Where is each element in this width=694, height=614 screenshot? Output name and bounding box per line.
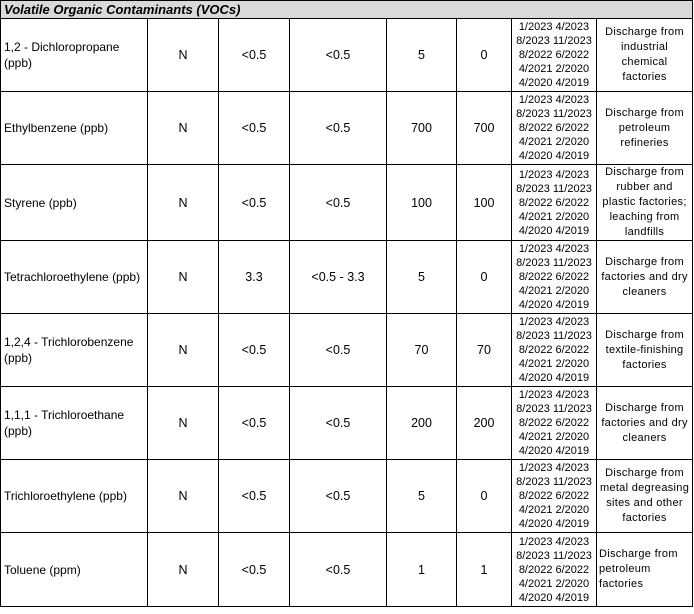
- contaminant-name: Styrene (ppb): [1, 165, 148, 241]
- sample-date-line: 1/2023 4/2023: [518, 168, 590, 181]
- likely-source-cell: Discharge from factories and dry cleaners: [597, 241, 693, 314]
- sample-date-line: 4/2020 4/2019: [518, 591, 590, 604]
- likely-source-cell: Discharge from rubber and plastic factories; leaching from landfills: [597, 165, 693, 241]
- sample-dates-cell: [512, 19, 597, 92]
- contaminant-name: 1,2 - Dichloropropane (ppb): [1, 19, 148, 92]
- sample-date-line: 4/2021 2/2020: [518, 431, 590, 443]
- mclg-cell: 200: [457, 387, 512, 460]
- sample-date-line: 8/2023 11/2023: [516, 35, 592, 47]
- likely-source-cell: Discharge from metal degreasing sites and other factories: [597, 460, 693, 533]
- violation-cell: N: [148, 387, 219, 460]
- sample-date-line: 8/2023 11/2023: [516, 257, 592, 269]
- range-cell: <0.5: [290, 165, 387, 241]
- likely-source-cell: Discharge from textile-finishing factories: [597, 314, 693, 387]
- sample-date-line: 1/2023 4/2023: [518, 94, 590, 106]
- sample-date-line: 8/2022 6/2022: [518, 196, 590, 209]
- range-cell: <0.5: [290, 19, 387, 92]
- contaminant-name: Trichloroethylene (ppb): [1, 460, 148, 533]
- sample-date-line: 4/2021 2/2020: [518, 210, 590, 223]
- level-detected-cell: <0.5: [219, 387, 290, 460]
- sample-date-line: 1/2023 4/2023: [518, 21, 590, 33]
- sample-date-line: 1/2023 4/2023: [518, 462, 590, 474]
- sample-date-line: 1/2023 4/2023: [518, 389, 590, 401]
- sample-date-line: 4/2021 2/2020: [518, 504, 590, 516]
- sample-date-line: 8/2023 11/2023: [516, 108, 592, 120]
- table-row: [1, 92, 693, 165]
- violation-cell: N: [148, 241, 219, 314]
- sample-dates-cell: [512, 165, 597, 241]
- violation-cell: N: [148, 165, 219, 241]
- sample-date-line: 4/2020 4/2019: [518, 372, 590, 384]
- mcl-cell: 100: [387, 165, 457, 241]
- violation-cell: N: [148, 460, 219, 533]
- sample-dates-cell: [512, 460, 597, 533]
- sample-date-line: 8/2022 6/2022: [518, 122, 590, 134]
- mcl-cell: 200: [387, 387, 457, 460]
- table-row: [1, 387, 693, 460]
- sample-date-line: 8/2022 6/2022: [518, 344, 590, 356]
- sample-date-line: 8/2023 11/2023: [516, 182, 592, 195]
- range-cell: <0.5: [290, 460, 387, 533]
- level-detected-cell: <0.5: [219, 314, 290, 387]
- violation-cell: N: [148, 314, 219, 387]
- table-row: [1, 533, 693, 607]
- table-title: Volatile Organic Contaminants (VOCs): [1, 1, 693, 19]
- level-detected-cell: <0.5: [219, 19, 290, 92]
- range-cell: <0.5: [290, 387, 387, 460]
- contaminant-name: Toluene (ppm): [1, 533, 148, 607]
- sample-dates-cell: [512, 92, 597, 165]
- mclg-cell: 0: [457, 241, 512, 314]
- sample-date-line: 4/2021 2/2020: [518, 577, 590, 590]
- sample-date-line: 4/2021 2/2020: [518, 136, 590, 148]
- range-cell: <0.5: [290, 533, 387, 607]
- sample-date-line: 8/2022 6/2022: [518, 490, 590, 502]
- sample-date-line: 8/2023 11/2023: [516, 330, 592, 342]
- contaminant-name: Ethylbenzene (ppb): [1, 92, 148, 165]
- sample-date-line: 4/2020 4/2019: [518, 150, 590, 162]
- sample-date-line: 8/2023 11/2023: [516, 549, 592, 562]
- voc-table-body: [1, 1, 693, 607]
- sample-date-line: 4/2021 2/2020: [518, 63, 590, 75]
- likely-source-cell: Discharge from petroleum refineries: [597, 92, 693, 165]
- violation-cell: N: [148, 19, 219, 92]
- table-row: [1, 241, 693, 314]
- violation-cell: N: [148, 533, 219, 607]
- sample-dates-cell: [512, 241, 597, 314]
- mcl-cell: 5: [387, 19, 457, 92]
- likely-source-cell: Discharge from factories and dry cleaners: [597, 387, 693, 460]
- contaminant-name: Tetrachloroethylene (ppb): [1, 241, 148, 314]
- mcl-cell: 70: [387, 314, 457, 387]
- sample-date-line: 1/2023 4/2023: [518, 243, 590, 255]
- sample-dates-cell: [512, 387, 597, 460]
- mclg-cell: 70: [457, 314, 512, 387]
- sample-date-line: 8/2022 6/2022: [518, 49, 590, 61]
- level-detected-cell: <0.5: [219, 533, 290, 607]
- violation-cell: N: [148, 92, 219, 165]
- range-cell: <0.5: [290, 314, 387, 387]
- level-detected-cell: <0.5: [219, 165, 290, 241]
- table-row: [1, 19, 693, 92]
- mclg-cell: 700: [457, 92, 512, 165]
- level-detected-cell: 3.3: [219, 241, 290, 314]
- sample-date-line: 8/2022 6/2022: [518, 271, 590, 283]
- sample-date-line: 4/2020 4/2019: [518, 518, 590, 530]
- sample-date-line: 1/2023 4/2023: [518, 316, 590, 328]
- sample-date-line: 8/2022 6/2022: [518, 563, 590, 576]
- mcl-cell: 700: [387, 92, 457, 165]
- mcl-cell: 5: [387, 460, 457, 533]
- sample-date-line: 8/2023 11/2023: [516, 476, 592, 488]
- sample-date-line: 4/2021 2/2020: [518, 285, 590, 297]
- sample-date-line: 4/2020 4/2019: [518, 77, 590, 89]
- table-row: [1, 314, 693, 387]
- likely-source-cell: Discharge from petroleum factories: [597, 533, 693, 607]
- sample-date-line: 4/2020 4/2019: [518, 445, 590, 457]
- sample-date-line: 8/2022 6/2022: [518, 417, 590, 429]
- table-row: [1, 460, 693, 533]
- sample-date-line: 8/2023 11/2023: [516, 403, 592, 415]
- mcl-cell: 5: [387, 241, 457, 314]
- mclg-cell: 0: [457, 19, 512, 92]
- sample-dates-cell: [512, 533, 597, 607]
- sample-date-line: 1/2023 4/2023: [518, 535, 590, 548]
- sample-date-line: 4/2020 4/2019: [518, 224, 590, 237]
- sample-date-line: 4/2021 2/2020: [518, 358, 590, 370]
- mcl-cell: 1: [387, 533, 457, 607]
- range-cell: <0.5 - 3.3: [290, 241, 387, 314]
- sample-dates-cell: [512, 314, 597, 387]
- mclg-cell: 0: [457, 460, 512, 533]
- table-row: [1, 165, 693, 241]
- level-detected-cell: <0.5: [219, 460, 290, 533]
- table-header-row: [1, 1, 693, 19]
- range-cell: <0.5: [290, 92, 387, 165]
- level-detected-cell: <0.5: [219, 92, 290, 165]
- contaminant-name: 1,2,4 - Trichlorobenzene (ppb): [1, 314, 148, 387]
- contaminant-name: 1,1,1 - Trichloroethane (ppb): [1, 387, 148, 460]
- mclg-cell: 1: [457, 533, 512, 607]
- sample-date-line: 4/2020 4/2019: [518, 299, 590, 311]
- likely-source-cell: Discharge from industrial chemical factories: [597, 19, 693, 92]
- mclg-cell: 100: [457, 165, 512, 241]
